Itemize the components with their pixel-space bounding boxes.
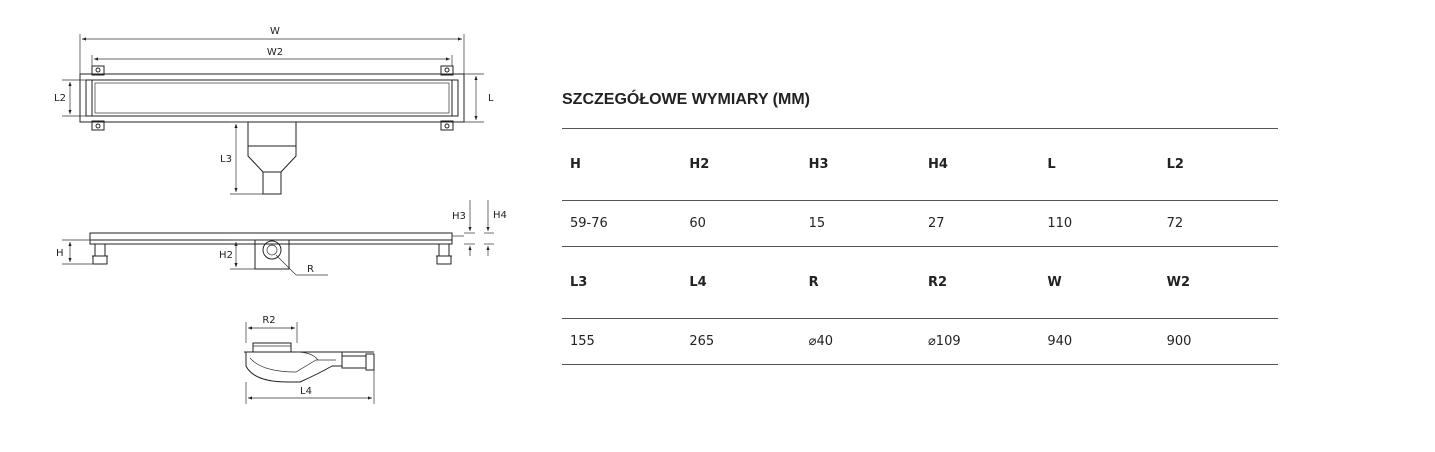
dim-label-h2: H2	[219, 250, 233, 261]
dim-label-r2: R2	[262, 315, 276, 326]
adjustable-foot-icon	[92, 244, 452, 264]
mounting-lug-icon	[92, 66, 453, 130]
siphon-view	[244, 315, 374, 404]
technical-drawing	[0, 0, 560, 452]
table-value-cell: 59-76	[562, 201, 681, 247]
table-header-cell: R	[801, 247, 920, 319]
table-header-cell: R2	[920, 247, 1039, 319]
dim-label-w2: W2	[266, 47, 284, 58]
table-value-cell: 72	[1159, 201, 1278, 247]
dim-label-h4: H4	[493, 210, 507, 221]
table-value-cell: 110	[1039, 201, 1158, 247]
outlet-funnel-icon	[248, 122, 296, 194]
dimensions-table	[562, 128, 1278, 365]
dim-label-w: W	[270, 26, 280, 37]
top-view	[54, 26, 494, 194]
table-header-cell: L3	[562, 247, 681, 319]
dim-label-l4: L4	[300, 386, 312, 397]
table-header-cell: H4	[920, 129, 1039, 201]
table-value-row	[562, 319, 1278, 365]
table-header-cell: W2	[1159, 247, 1278, 319]
side-view	[56, 200, 507, 275]
table-header-cell: L2	[1159, 129, 1278, 201]
table-value-cell: ⌀109	[920, 319, 1039, 365]
dim-label-h3: H3	[452, 211, 466, 222]
dim-label-r: R	[307, 264, 314, 275]
table-value-cell: 60	[681, 201, 800, 247]
table-value-cell: 900	[1159, 319, 1278, 365]
table-header-cell: L4	[681, 247, 800, 319]
table-header-row	[562, 247, 1278, 319]
table-value-cell: 27	[920, 201, 1039, 247]
table-header-cell: W	[1039, 247, 1158, 319]
table-value-cell: 155	[562, 319, 681, 365]
table-value-cell: ⌀40	[801, 319, 920, 365]
table-header-cell: L	[1039, 129, 1158, 201]
table-value-row	[562, 201, 1278, 247]
table-header-cell: H	[562, 129, 681, 201]
table-header-row	[562, 129, 1278, 201]
dim-label-l3: L3	[220, 154, 232, 165]
table-header-cell: H2	[681, 129, 800, 201]
table-value-cell: 15	[801, 201, 920, 247]
table-value-cell: 940	[1039, 319, 1158, 365]
table-value-cell: 265	[681, 319, 800, 365]
dim-label-l2: L2	[54, 93, 66, 104]
dim-label-h: H	[56, 248, 64, 259]
dimensions-title: SZCZEGÓŁOWE WYMIARY (MM)	[562, 91, 810, 108]
dim-label-l: L	[488, 93, 494, 104]
table-header-cell: H3	[801, 129, 920, 201]
dimensions-panel	[562, 90, 1278, 365]
